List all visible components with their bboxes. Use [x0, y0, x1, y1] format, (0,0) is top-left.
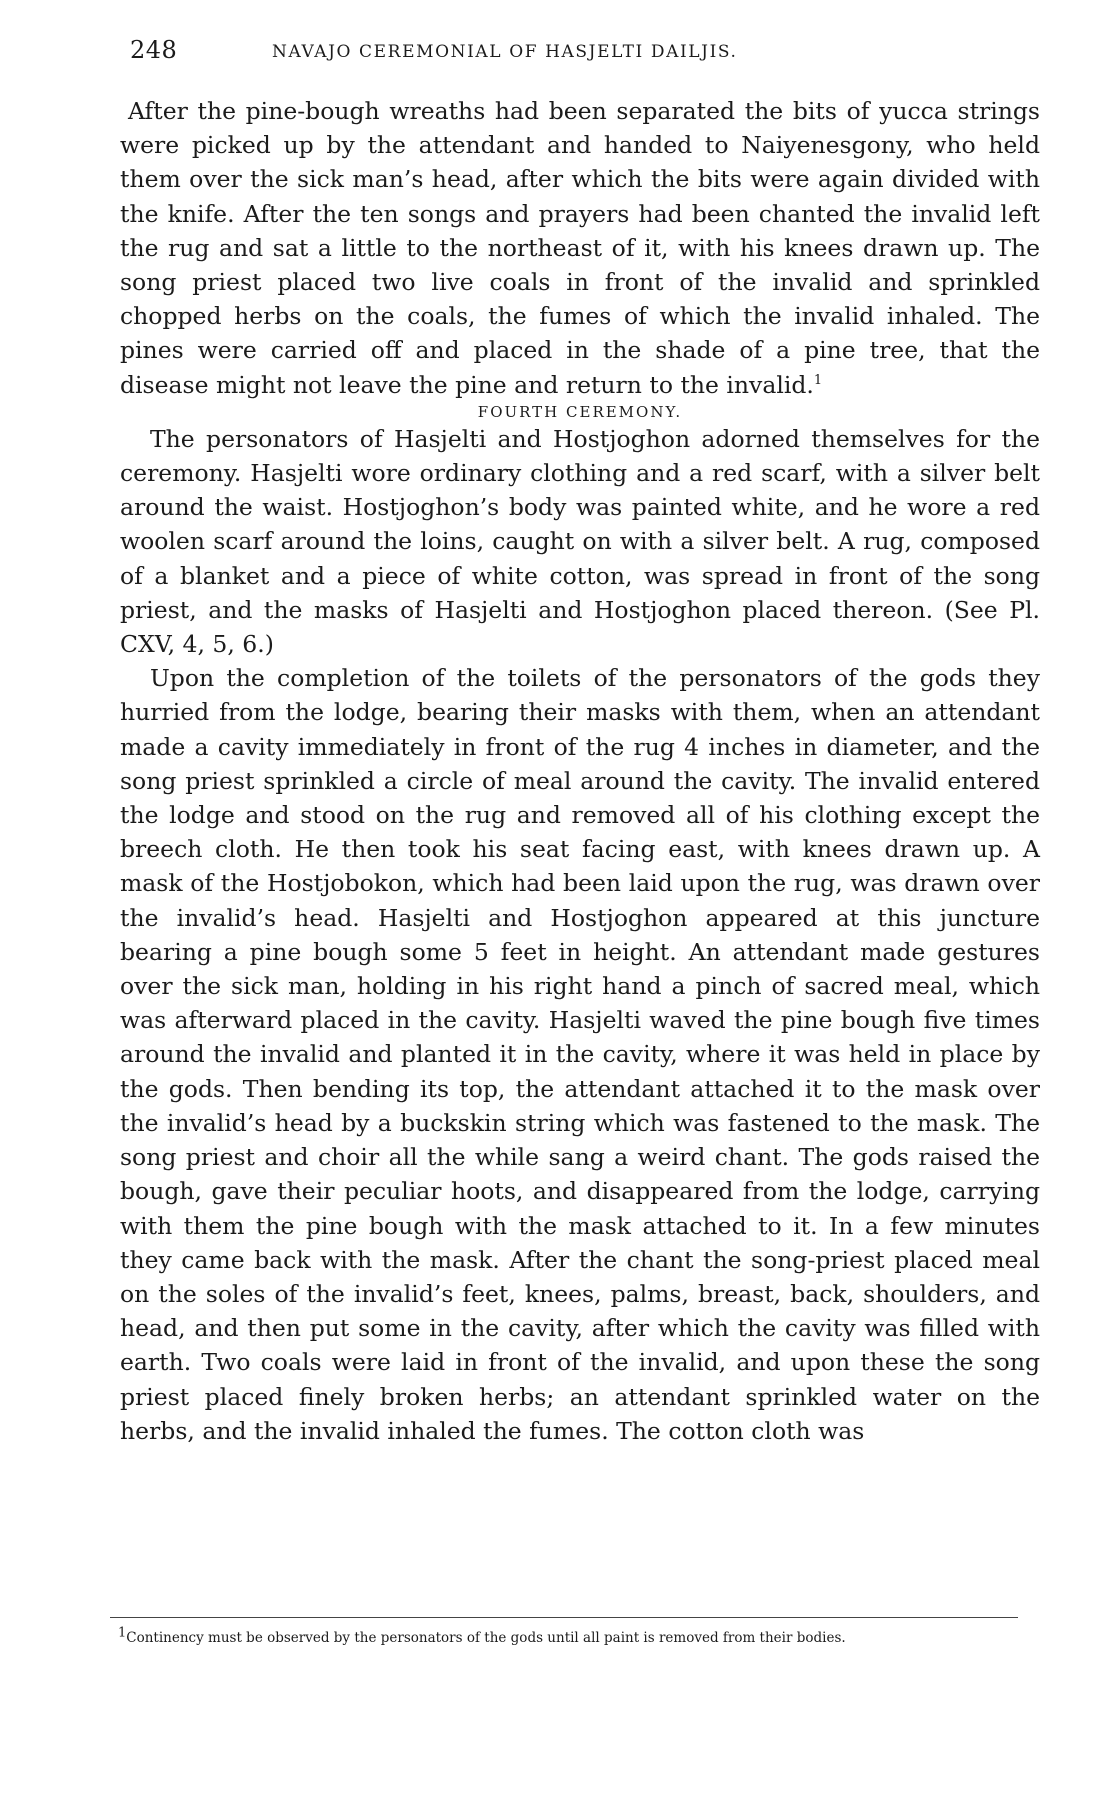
- footnote-reference: 1: [813, 372, 823, 388]
- footnote: [118, 1625, 1036, 1648]
- paragraph-3: Upon the completion of the toilets of the personators of the gods they hurried from the lodge, bearing their masks with them, when an attendant made a cavity immediately in front of the rug 4 inches in diameter, and the song priest sprinkled a circle of meal around the cavity. The invalid entered the lodge and stood on the rug and removed all of his clothing except the breech cloth. He then took his seat facing east, with knees drawn up. A mask of the Hostjobokon, which had been laid upon the rug, was drawn over the invalid’s head. Hasjelti and Hostjoghon appeared at this juncture bearing a pine bough some 5 feet in height. An attendant made gestures over the sick man, holding in his right hand a pinch of sacred meal, which was afterward placed in the cavity. Hasjelti waved the pine bough five times around the invalid and planted it in the cavity, where it was held in place by the gods. Then bending its top, the attendant attached it to the mask over the invalid’s head by a buckskin string which was fastened to the mask. The song priest and choir all the while sang a weird chant. The gods raised the bough, gave their peculiar hoots, and disappeared from the lodge, carrying with them the pine bough with the mask attached to it. In a few minutes they came back with the mask. After the chant the song-priest placed meal on the soles of the invalid’s feet, knees, palms, breast, back, shoulders, and head, and then put some in the cavity, after which the cavity was filled with earth. Two coals were laid in front of the invalid, and upon these the song priest placed finely broken herbs; an attendant sprinkled water on the herbs, and the invalid inhaled the fumes. The cotton cloth was: [120, 664, 1040, 1445]
- section-heading: FOURTH CEREMONY.: [477, 402, 683, 421]
- running-title: NAVAJO CEREMONIAL OF HASJELTI DAILJIS.: [272, 42, 738, 62]
- body-text: [120, 94, 1040, 1448]
- footnote-text: Continency must be observed by the personators of the gods until all paint is removed from their bodies.: [126, 1630, 846, 1646]
- paragraph-2: The personators of Hasjelti and Hostjoghon adorned themselves for the ceremony. Hasjelti wore ordinary clothing and a red scarf, with a silver belt around the waist. Hostjoghon’s body was painted white, and he wore a red woolen scarf around the loins, caught on with a silver belt. A rug, composed of a blanket and a piece of white cotton, was spread in front of the song priest, and the masks of Hasjelti and Hostjoghon placed thereon. (See Pl. CXV, 4, 5, 6.): [120, 424, 1040, 659]
- page-number: 248: [130, 36, 178, 64]
- footnote-mark: 1: [118, 1625, 127, 1641]
- paragraph-1: [120, 94, 1040, 402]
- footnote-divider: [110, 1617, 1018, 1618]
- running-header: [130, 36, 1030, 76]
- paragraph-1-text: After the pine-bough wreaths had been separated the bits of yucca strings were picked up by the attendant and handed to Naiyenesgony, who held them over the sick man’s head, after which the bits were again divided with the knife. After the ten songs and prayers had been chanted the invalid left the rug and sat a little to the northeast of it, with his knees drawn up. The song priest placed two live coals in front of the invalid and sprinkled chopped herbs on the coals, the fumes of which the invalid inhaled. The pines were carried off and placed in the shade of a pine tree, that the disease might not leave the pine and return to the invalid.: [120, 97, 1040, 399]
